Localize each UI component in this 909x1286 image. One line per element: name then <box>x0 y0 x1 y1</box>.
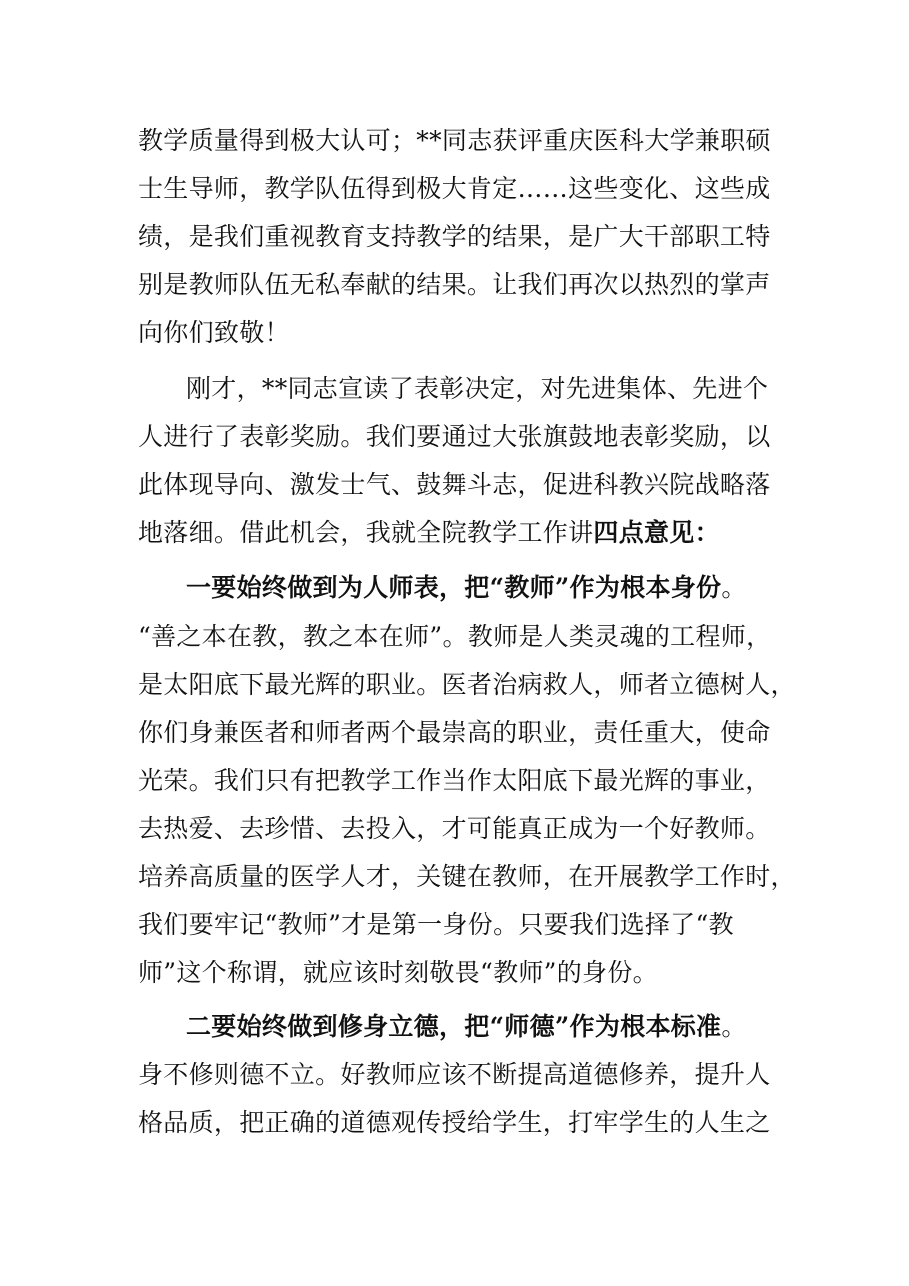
text-line: 向你们致敬！ <box>138 318 290 347</box>
text-line: 刚才，**同志宣读了表彰决定，对先进集体、先进个 <box>186 374 769 403</box>
text-line <box>138 513 720 553</box>
bold-phrase: 四点意见： <box>593 518 720 547</box>
text-line: 别是教师队伍无私奉献的结果。让我们再次以热烈的掌声 <box>138 270 771 299</box>
text-line: 光荣。我们只有把教学工作当作太阳底下最光辉的事业， <box>138 766 771 795</box>
text-segment: 地落细。借此机会，我就全院教学工作讲 <box>138 518 594 547</box>
heading-period: 。 <box>721 1012 747 1041</box>
text-line: 师”这个称谓，就应该时刻敬畏“教师”的身份。 <box>138 958 658 987</box>
text-line: 士生导师，教学队伍得到极大肯定……这些变化、这些成 <box>138 174 771 203</box>
heading-text: 二要始终做到修身立德，把“师德”作为根本标准 <box>186 1012 722 1041</box>
text-line: 绩，是我们重视教育支持教学的结果，是广大干部职工特 <box>138 222 771 251</box>
text-line: 此体现导向、激发士气、鼓舞斗志，促进科教兴院战略落 <box>138 470 771 499</box>
heading-text: 一要始终做到为人师表，把“教师”作为根本身份 <box>186 573 722 602</box>
text-line: 培养高质量的医学人才，关键在教师，在开展教学工作时， <box>138 862 796 891</box>
text-line: 人进行了表彰奖励。我们要通过大张旗鼓地表彰奖励，以 <box>138 422 771 451</box>
text-line: 身不修则德不立。好教师应该不断提高道德修养，提升人 <box>138 1060 771 1089</box>
heading-period: 。 <box>721 573 747 602</box>
text-line: 你们身兼医者和师者两个最崇高的职业，责任重大，使命 <box>138 718 771 747</box>
text-line: “善之本在教，教之本在师”。教师是人类灵魂的工程师， <box>138 622 772 651</box>
section-heading <box>186 568 747 608</box>
section-heading <box>186 1007 747 1047</box>
text-line: 教学质量得到极大认可；**同志获评重庆医科大学兼职硕 <box>138 126 771 155</box>
text-line: 是太阳底下最光辉的职业。医者治病救人，师者立德树人， <box>138 670 796 699</box>
text-line: 我们要牢记“教师”才是第一身份。只要我们选择了“教 <box>138 910 734 939</box>
text-line: 格品质，把正确的道德观传授给学生，打牢学生的人生之 <box>138 1108 771 1137</box>
text-line: 去热爱、去珍惜、去投入，才可能真正成为一个好教师。 <box>138 814 771 843</box>
